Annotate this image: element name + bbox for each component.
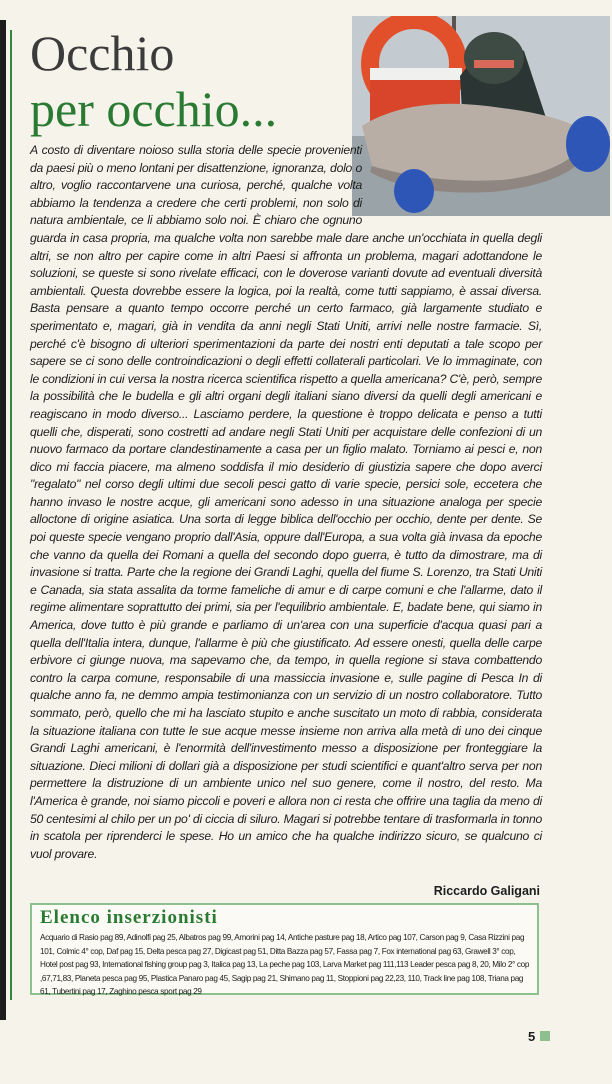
page-edge-bar [0, 20, 6, 1020]
advertisers-box [30, 903, 539, 995]
article-body [30, 142, 542, 863]
title-line-2: per occhio... [30, 81, 278, 137]
article-text: A costo di diventare noioso sulla storia delle specie provenienti da paesi più o meno lontani per disattenzione, ignoranza, dolo o altro, voglio raccontarvene una curiosa, perché, qualche volta abbiamo la tendenza a credere che certi problemi, non solo di natura ambientale, ce li abbiamo solo noi. È chiaro che ognuno guarda in casa propria, ma qualche volta non sarebbe male dare anche un'occhiata in quella degli altri, se non altro per capire come in altri Paesi si affronta un problema, magari adottandone le soluzioni, se queste si sono rivelate efficaci, con le doverose varianti dovute ad eventuali diversità ambientali. Questa dovrebbe essere la logica, poi la realtà, come tutti sappiamo, è assai diversa. Basta pensare a quanto tempo occorre perché un certo farmaco, già largamente studiato e sperimentato e, magari, già in vendita da anni negli Stati Uniti, arrivi nelle nostre farmacie. Sì, perché c'è bisogno di ulteriori sperimentazioni da parte dei nostri enti deputati a tale scopo per sapere se ci sono delle controindicazioni o degli effetti collaterali particolari. Ve lo immaginate, con le condizioni in cui versa la nostra ricerca scientifica rispetto a quella americana? C'è, però, sempre la possibilità che le budella e gli altri organi degli italiani siano diversi da quelli degli americani e reagiscano in modo diverso... Lasciamo perdere, la questione è troppo delicata e penso a tutti quelli che, disperati, sono costretti ad andare negli Stati Uniti per acquistare delle confezioni di un nuovo farmaco da portare clandestinamente a casa per un figlio malato. Torniamo ai pesci e, non dico mi faccia piacere, ma almeno soddisfa il mio desiderio di giustizia sapere che dopo averci "regalato" nel corso degli ultimi due secoli pesci gatto di varie specie, persici sole, eccetera che hanno invaso le nostre acque, gli americani sono adesso in una situazione analoga per specie alloctone di origine asiatica. Una sorta di legge biblica dell'occhio per occhio, dente per dente. Se poi queste specie vengano proprio dall'Asia, oppure dall'Europa, a sua volta già invasa da epoche che vanno da quella dei Romani a quella del secondo dopo guerra, è tutto da dimostrare, ma di invasione si tratta. Parte che la regione dei Grandi Laghi, quella del fiume S. Lorenzo, tra Stati Uniti e Canada, sia stata assalita da torme fameliche di amur e di carpe comuni e che l'allarme, dato il regime alimentare soprattutto dei primi, sia per l'equilibrio ambientale. E, badate bene, qui siamo in America, dove tutto è più grande e parliamo di un'area con una superficie d'acqua quasi pari a quella dell'Italia intera, dunque, l'allarme è più che giustificato. Ad essere onesti, quella delle carpe erbivore ci giunge nuova, ma sapevamo che, da tempo, in quella regione si stava combattendo contro la carpa comune, responsabile di una massiccia invasione e, sulle pagine di Pesca In di qualche anno fa, ne demmo ampia testimonianza con un servizio di un nostro collaboratore. Tutto sommato, però, quello che mi ha lasciato stupito e anche suscitato un moto di rabbia, considerata la situazione italiana con tutte le sue acque messe insieme non arriva alla metà di uno dei cinque Grandi Laghi americani, è l'enormità dell'investimento messo a disposizione per fronteggiare la situazione. Dieci milioni di dollari già a disposizione per studi scientifici e quant'altro serva per non permettere la distruzione di un ambiente unico nel suo genere, come il nostro, del resto. Ma l'America è grande, noi siamo piccoli e poveri e allora non ci resta che offrire una taglia da meno di 50 centesimi al chilo per un po' di ciccia di siluro. Magari si potrebbe tentare di trasformarla in tonno in scatola per riprenderci le spese. Ho un amico che ha qualche indirizzo sicuro, se qualcuno ci vuol provare. [30, 143, 542, 861]
advertisers-title: Elenco inserzionisti [40, 907, 218, 928]
page-number: 5 [528, 1029, 536, 1044]
green-rule [10, 30, 12, 1000]
page-number-square [540, 1031, 550, 1041]
author-name: Riccardo Galigani [433, 884, 540, 898]
title-line-1: Occhio [30, 25, 175, 81]
advertisers-list: Acquario di Rasio pag 89, Adinolfi pag 25, Albatros pag 99, Amorini pag 14, Antiche pasture pag 18, Artico pag 107, Carson pag 9, Casa Rizzini pag 101, Colmic 4° cop, Daf pag 15, Delta pesca pag 27, Digicast pag 51, Ditta Bazza pag 57, Fassa pag 7, Fox international pag 63, Grawell 3° cop, Hotel post pag 93, International fishing group pag 3, Italica pag 13, La peche pag 103, Larva Market pag 111,113 Leader pesca pag 8, 20, Milo 2° cop ,67,71,83, Planeta pesca pag 95, Plastica Panaro pag 45, Sagip pag 21, Shimano pag 11, Stoppioni pag 22,23, 110, Track line pag 108, Triana pag 61, Tubertini pag 17, Zaghino pesca sport pag 29 [40, 933, 530, 996]
